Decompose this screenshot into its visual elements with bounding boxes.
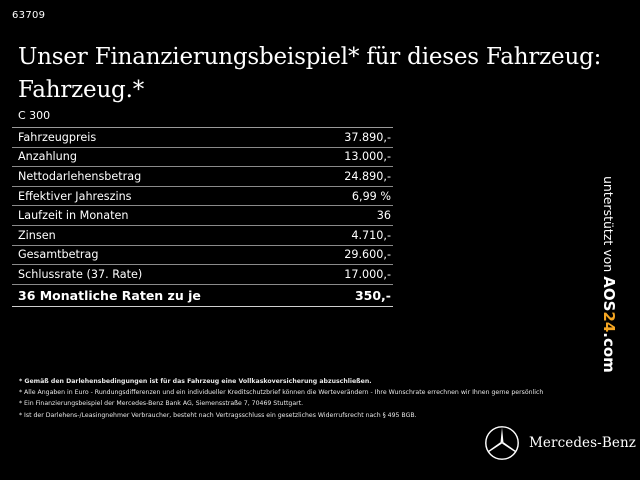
footnotes <box>19 376 619 421</box>
table-row-laufzeit <box>12 206 393 226</box>
total-value: 350,- <box>354 287 391 303</box>
brand-logo <box>484 425 636 461</box>
row-label: Schlussrate (37. Rate) <box>18 267 143 281</box>
row-value: 17.000,- <box>344 267 391 281</box>
table-row-gesamtbetrag <box>12 246 393 266</box>
footnote-bank: * Ein Finanzierungsbeispiel der Mercedes-Benz Bank AG, Siemensstraße 7, 70469 Stuttgart. <box>19 400 304 408</box>
row-value: 24.890,- <box>344 169 391 183</box>
total-label: 36 Monatliche Raten zu je <box>18 287 201 303</box>
table-row-nettodarlehensbetrag <box>12 167 393 187</box>
footnote-insurance: * Gemäß den Darlehensbedingungen ist für das Fahrzeug eine Vollkaskoversicherung abzuschließen. <box>19 378 372 385</box>
listing-id: 63709 <box>12 10 46 21</box>
footnote-withdrawal: * Ist der Darlehens-/Leasingnehmer Verbraucher, besteht nach Vertragsschluss ein gesetzliches Widerrufsrecht nach § 495 BGB. <box>19 411 417 419</box>
aos24-logo[interactable] <box>600 276 618 373</box>
sponsor-text: unterstützt von <box>601 176 617 273</box>
table-row-fahrzeugpreis <box>12 128 393 148</box>
mercedes-star-icon <box>484 425 520 461</box>
table-row-zinsen <box>12 226 393 246</box>
row-label: Gesamtbetrag <box>18 248 99 262</box>
brand-name: Mercedes-Benz <box>529 435 636 451</box>
page-title: Unser Finanzierungsbeispiel* für dieses Fahrzeug: Fahrzeug.* <box>18 44 602 103</box>
financing-table <box>12 127 393 307</box>
row-value: 37.890,- <box>344 130 391 144</box>
row-value: 4.710,- <box>351 228 391 242</box>
footnote-amounts: * Alle Angaben in Euro - Rundungsdifferenzen und ein individueller Kreditschutzbrief können die Werteverändern - Ihre Wunschrate errechnen wir Ihnen gerne persönlich <box>19 389 544 397</box>
logo-suffix: .com <box>600 332 618 373</box>
sponsor-vertical-text <box>600 176 618 373</box>
vehicle-model: C 300 <box>18 109 51 122</box>
row-value: 36 <box>376 209 391 223</box>
logo-prefix: AOS <box>600 276 618 312</box>
row-label: Anzahlung <box>18 150 77 164</box>
row-label: Fahrzeugpreis <box>18 130 97 144</box>
logo-accent: 24 <box>600 311 618 333</box>
row-label: Effektiver Jahreszins <box>18 189 132 203</box>
row-value: 13.000,- <box>344 150 391 164</box>
row-value: 6,99 % <box>351 189 391 203</box>
row-label: Nettodarlehensbetrag <box>18 169 142 183</box>
table-row-anzahlung <box>12 148 393 168</box>
row-value: 29.600,- <box>344 248 391 262</box>
table-row-jahreszins <box>12 187 393 207</box>
row-label: Zinsen <box>18 228 56 242</box>
row-label: Laufzeit in Monaten <box>18 209 129 223</box>
sponsor-badge[interactable] <box>596 176 640 373</box>
table-row-schlussrate <box>12 265 393 285</box>
table-row-monthly-rate <box>12 285 393 307</box>
